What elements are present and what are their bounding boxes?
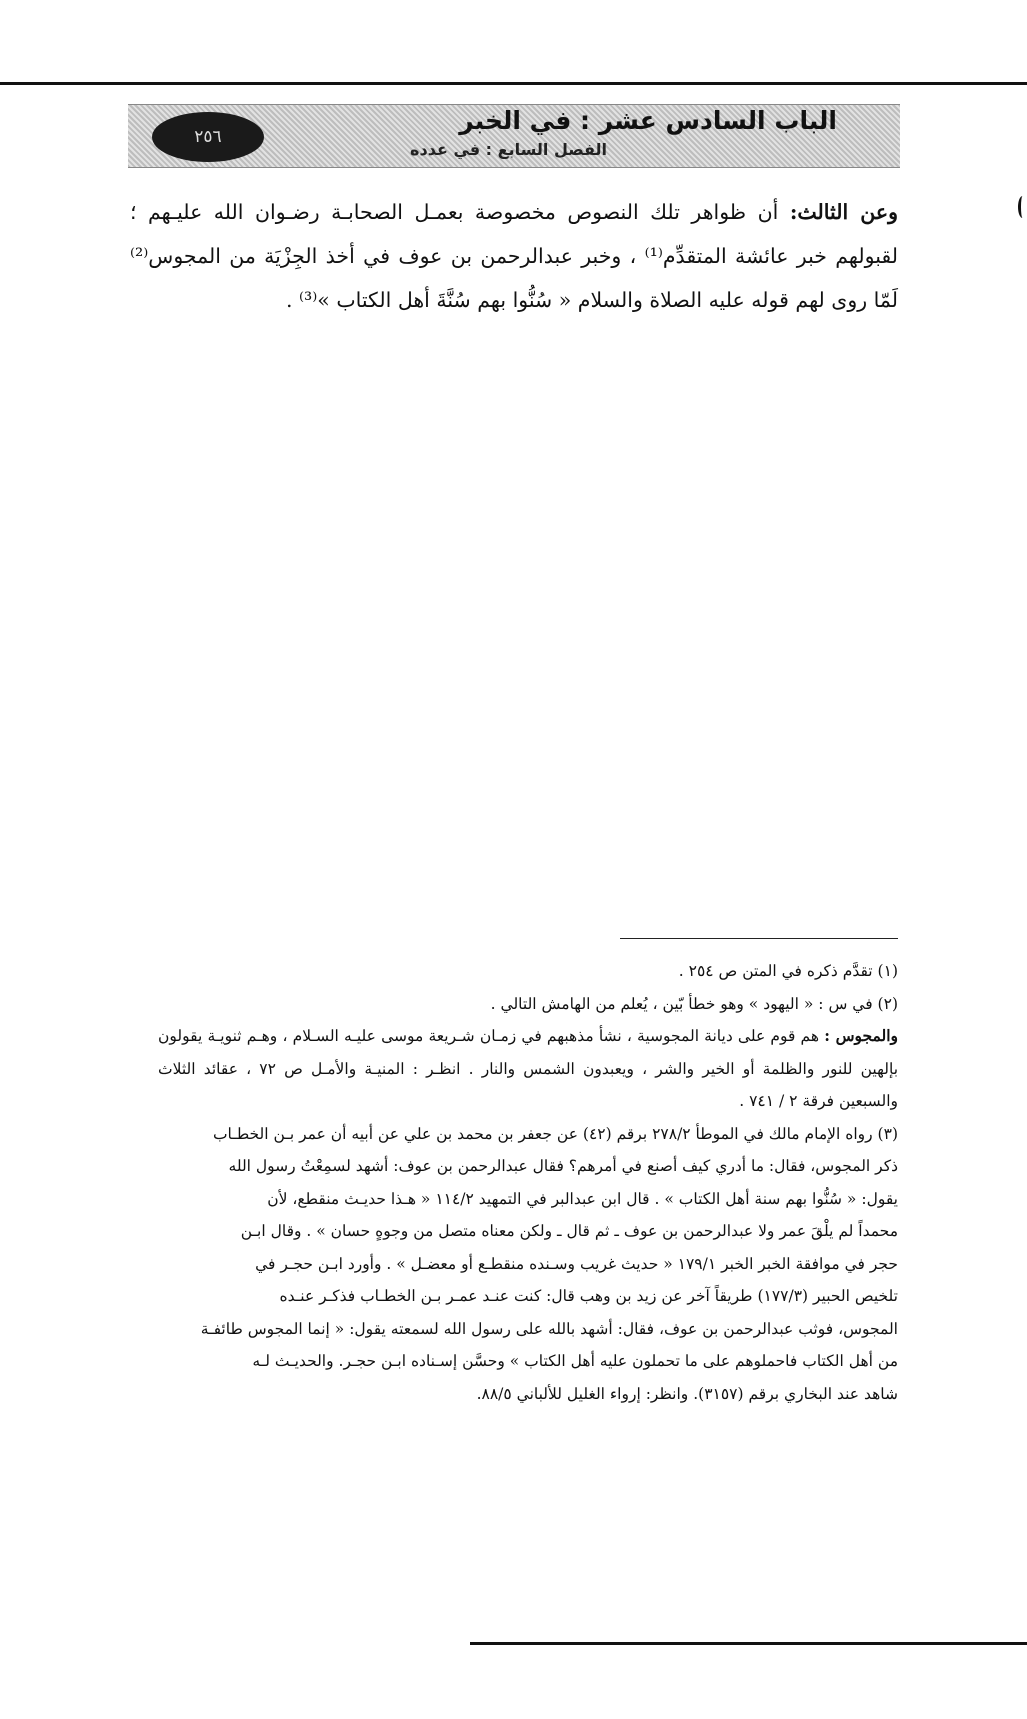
footnote-3: [158, 1118, 898, 1411]
footnote-3-line: (٣) رواه الإمام مالك في الموطأ ٢٧٨/٢ برقم (٤٢) عن جعفر بن محمد بن علي عن أبيه أن عمر بـن الخطـاب: [212, 1124, 898, 1143]
footnote-3-line: شاهد عند البخاري برقم (٣١٥٧). وانظر: إرواء الغليل للألباني ٨٨/٥.: [476, 1384, 898, 1403]
body-text: أن ظواهر تلك النصوص مخصوصة بعمـل الصحابـة رضـوان الله عليـهم ؛ لقبولهم خبر عائشة المتقدِّم⁽¹⁾ ، وخبر عبدالرحمن بن عوف في أخذ الجِزْيَة من المجوس⁽²⁾ لَمّا روى لهم قوله عليه الصلاة والسلام « سُنُّوا بهم سُنَّةَ أهل الكتاب »⁽³⁾ .: [130, 200, 898, 312]
footnotes: [158, 955, 898, 1410]
footnote-3-line: حجر في موافقة الخبر الخبر ١٧٩/١ « حديث غريب وسـنده منقطـع أو معضـل » . وأورد ابـن حجـر في: [255, 1254, 898, 1273]
footnote-3-line: ذكر المجوس، فقال: ما أدري كيف أصنع في أمرهم؟ فقال عبدالرحمن بن عوف: أشهد لسمِعْتُ رسول الله: [228, 1157, 898, 1175]
edge-mark: [1018, 196, 1027, 218]
top-rule: [0, 82, 1027, 85]
footnote-3-line: يقول: « سُنُّوا بهم سنة أهل الكتاب » . قال ابن عبدالبر في التمهيد ١١٤/٢ « هـذا حديـث منقطع، لأن: [267, 1189, 898, 1208]
footnote-separator: [620, 938, 898, 939]
footnote-3-line: من أهل الكتاب فاحملوهم على ما تحملون عليه أهل الكتاب » وحسَّن إسـناده ابـن حجـر. والحديـث لـه: [252, 1352, 898, 1370]
footnote-3-line: المجوس، فوثب عبدالرحمن بن عوف، فقال: أشهد بالله على رسول الله لسمعته يقول: « إنما المجوس طائفـة: [200, 1319, 898, 1338]
chapter-title: الباب السادس عشر : في الخبر: [459, 106, 837, 135]
section-title: الفصل السابع : في عدده: [410, 140, 607, 159]
footnote-3-line: محمداً لم يلْقَ عمر ولا عبدالرحمن بن عوف ـ ثم قال ـ ولكن معناه متصل من وجوهٍ حسان » . وقال ابـن: [240, 1222, 898, 1240]
footnote-2-note-text: هم قوم على ديانة المجوسية ، نشأ مذهبهم في زمـان شـريعة موسى عليـه السـلام ، وهـم ثنويـة يقولون بإلهين للنور والظلمة أو الخير والشر ، ويعبدون الشمس والنار . انظـر : المنيـة والأمـل ص ٧٢ ، عقائد الثلاث والسبعين فرقة ٢ / ٧٤١ .: [158, 1027, 899, 1110]
footnote-1: (١) تقدَّم ذكره في المتن ص ٢٥٤ .: [678, 962, 898, 980]
footnote-2-note: [158, 1020, 898, 1118]
bottom-rule: [470, 1642, 1027, 1645]
footnote-2: (٢) في س : « اليهود » وهو خطأ بّين ، يُعلم من الهامش التالي .: [490, 994, 898, 1013]
footnote-3-line: تلخيص الحبير (١٧٧/٣) طريقاً آخر عن زيد بن وهب قال: كنت عنـد عمـر بـن الخطـاب فذكـر عنـده: [279, 1287, 898, 1305]
body-lead: وعن الثالث:: [789, 200, 898, 224]
page-number-badge: ٢٥٦: [152, 112, 264, 162]
body-paragraph: [130, 190, 898, 322]
footnote-2-note-lead: والمجوس :: [824, 1026, 898, 1045]
